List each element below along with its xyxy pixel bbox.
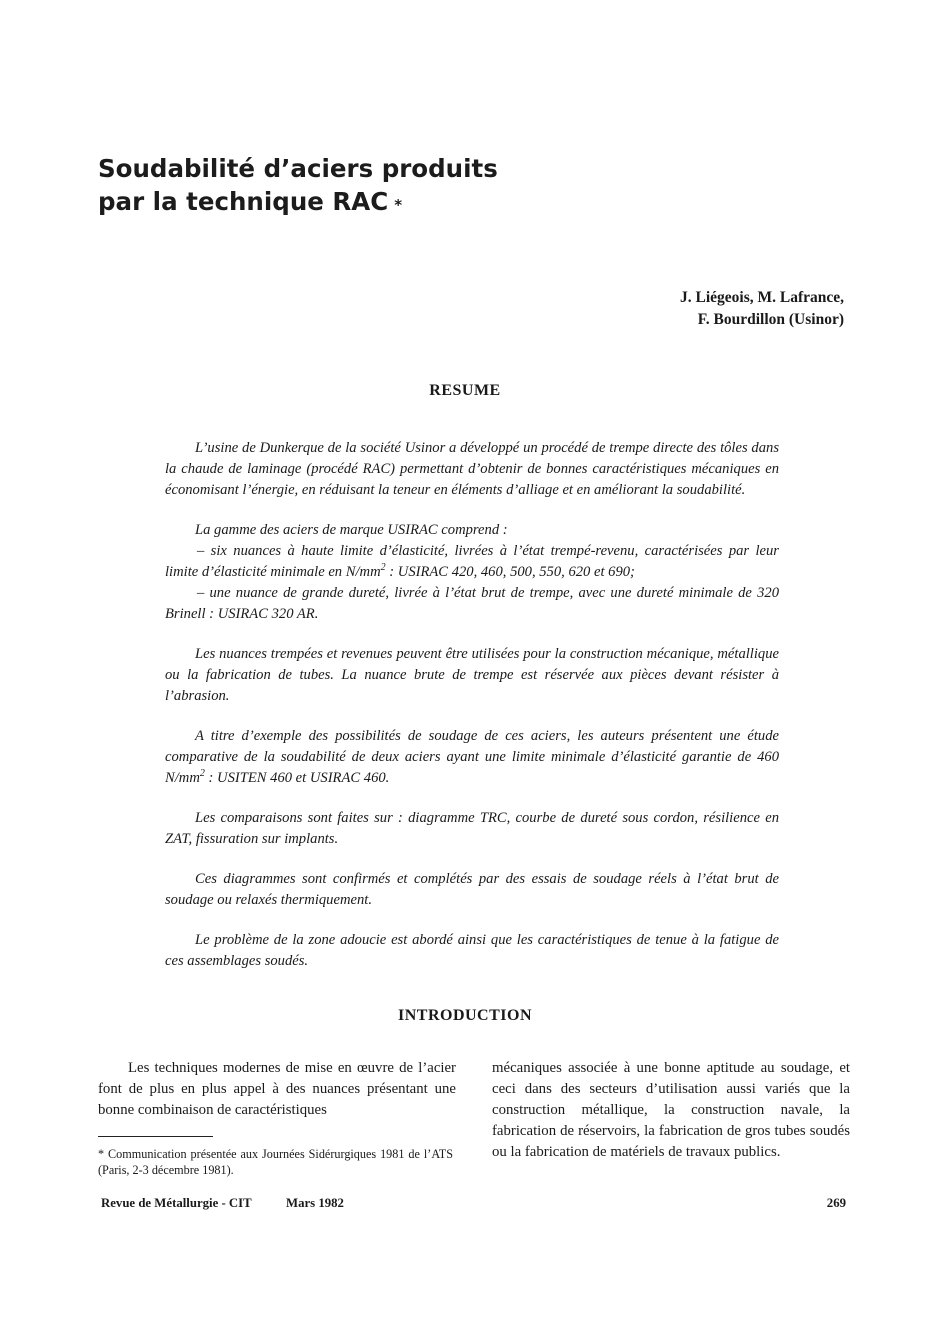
page-number: 269 — [826, 1196, 846, 1210]
title-line-1: Soudabilité d’aciers produits — [98, 154, 498, 183]
list-item-1-superscript: 2 — [380, 562, 386, 574]
list-item-1-text-end: : USIRAC 420, 460, 500, 550, 620 et 690; — [385, 564, 635, 580]
list-item-1-text: – six nuances à haute limite d’élasticité, livrées à l’état trempé-revenu, caractérisées par leur limite d’élasticité minimale en N/mm — [165, 543, 779, 580]
abstract-paragraph-4 — [165, 726, 779, 789]
footnote-separator — [98, 1136, 213, 1137]
title-line-2: par la technique RAC — [98, 187, 389, 216]
introduction-text-left: Les techniques modernes de mise en œuvre de l’acier font de plus en plus appel à des nuances présentant une bonne combinaison de caractéristiques — [98, 1060, 456, 1118]
abstract-grade-list — [165, 520, 779, 625]
footer-journal-name: Revue de Métallurgie - CIT — [101, 1196, 252, 1210]
article-title — [98, 152, 498, 218]
author-block — [680, 287, 844, 331]
abstract-list-intro: La gamme des aciers de marque USIRAC comprend : — [195, 522, 508, 538]
resume-heading: RESUME — [429, 382, 501, 399]
introduction-left-column — [98, 1058, 456, 1121]
introduction-text-right: mécaniques associée à une bonne aptitude au soudage, et ceci dans des secteurs d’utilisation aussi variés que la construction métallique, la construction navale, la fabrication de réservoirs, la fabrication de gros tubes soudés ou la fabrication de matériels de travaux publics. — [492, 1060, 850, 1160]
title-footnote-marker: * — [394, 196, 403, 214]
paragraph-4-superscript: 2 — [199, 768, 205, 780]
authors-line-1: J. Liégeois, M. Lafrance, — [679, 289, 844, 306]
introduction-right-column — [492, 1058, 850, 1163]
abstract-paragraph-6: Ces diagrammes sont confirmés et complétés par des essais de soudage réels à l’état brut de soudage ou relaxés thermiquement. — [165, 871, 779, 908]
abstract — [165, 438, 779, 991]
abstract-list-item-1 — [165, 541, 779, 583]
abstract-paragraph-1: L’usine de Dunkerque de la société Usinor a développé un procédé de trempe directe des tôles dans la chaude de laminage (procédé RAC) permettant d’obtenir de bonnes caractéristiques mécaniques en économisant l’énergie, en réduisant la teneur en éléments d’alliage et en améliorant la soudabilité. — [165, 440, 779, 498]
abstract-list-item-2: – une nuance de grande dureté, livrée à l’état brut de trempe, avec une dureté minimale de 320 Brinell : USIRAC 320 AR. — [165, 585, 779, 622]
footnote: * Communication présentée aux Journées Sidérurgiques 1981 de l’ATS (Paris, 2-3 décembre 1981). — [98, 1147, 453, 1177]
introduction-heading: INTRODUCTION — [397, 1007, 532, 1024]
paragraph-4-text: A titre d’exemple des possibilités de soudage de ces aciers, les auteurs présentent une étude comparative de la soudabilité de deux aciers ayant une limite minimale d’élasticité garantie de 460 N/mm — [165, 728, 779, 786]
paragraph-4-text-end: : USITEN 460 et USIRAC 460. — [204, 770, 390, 786]
abstract-paragraph-7: Le problème de la zone adoucie est abordé ainsi que les caractéristiques de tenue à la fatigue de ces assemblages soudés. — [165, 932, 779, 969]
authors-line-2: F. Bourdillon (Usinor) — [697, 311, 844, 328]
abstract-paragraph-3: Les nuances trempées et revenues peuvent être utilisées pour la construction mécanique, métallique ou la fabrication de tubes. La nuance brute de trempe est réservée aux pièces devant résister à l’abrasion. — [165, 646, 779, 704]
abstract-paragraph-5: Les comparaisons sont faites sur : diagramme TRC, courbe de dureté sous cordon, résilience en ZAT, fissuration sur implants. — [165, 810, 779, 847]
footer-issue-date: Mars 1982 — [286, 1196, 344, 1210]
